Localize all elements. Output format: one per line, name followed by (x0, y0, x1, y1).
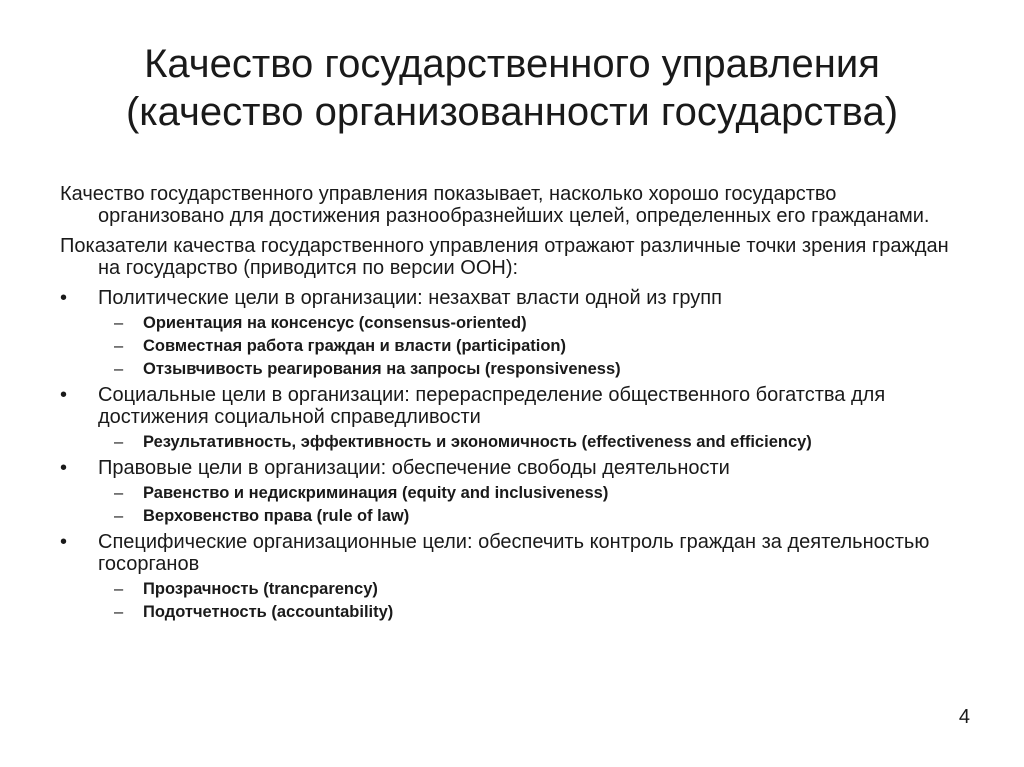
bullet-marker: • (60, 531, 68, 553)
sub-item (60, 335, 960, 358)
bullet-item (60, 531, 960, 575)
slide-title (40, 40, 984, 136)
bullet-group-political (60, 287, 960, 381)
sub-text: Результативность, эффективность и экономичность (effectiveness and efficiency) (143, 433, 812, 451)
sub-text: Равенство и недискриминация (equity and inclusiveness) (143, 484, 609, 502)
sub-marker: – (114, 603, 124, 621)
sub-marker: – (114, 337, 124, 355)
bullet-group-social (60, 384, 960, 454)
indicators-paragraph: Показатели качества государственного управления отражают различные точки зрения граждан на государство (приводится по версии ООН): (60, 235, 949, 279)
sub-marker: – (114, 507, 124, 525)
sub-text: Подотчетность (accountability) (143, 603, 394, 621)
sub-marker: – (114, 580, 124, 598)
bullet-item (60, 287, 960, 309)
bullet-text: Политические цели в организации: незахват власти одной из групп (98, 287, 722, 309)
sub-item (60, 578, 960, 601)
sub-item (60, 358, 960, 381)
bullet-text: Специфические организационные цели: обеспечить контроль граждан за деятельностью госорганов (98, 531, 930, 575)
bullet-marker: • (60, 457, 68, 479)
slide-title-line-1: Качество государственного управления (144, 42, 880, 86)
bullet-group-legal (60, 457, 960, 528)
sub-text: Совместная работа граждан и власти (participation) (143, 337, 566, 355)
sub-item (60, 312, 960, 335)
bullet-text: Социальные цели в организации: перераспределение общественного богатства для достижения социальной справедливости (98, 384, 886, 428)
bullet-item (60, 457, 960, 479)
sub-text: Прозрачность (trancparency) (143, 580, 378, 598)
bullet-group-organizational (60, 531, 960, 624)
sub-text: Ориентация на консенсус (consensus-oriented) (143, 314, 527, 332)
sub-marker: – (114, 433, 124, 451)
sub-marker: – (114, 314, 124, 332)
bullet-item (60, 384, 960, 428)
sub-item (60, 482, 960, 505)
slide-body (60, 183, 960, 627)
slide-title-line-2: (качество организованности государства) (125, 90, 899, 134)
bullet-marker: • (60, 384, 68, 406)
bullet-marker: • (60, 287, 68, 309)
intro-paragraph: Качество государственного управления показывает, насколько хорошо государство организовано для достижения разнообразнейших целей, определенных его гражданами. (60, 183, 930, 227)
sub-text: Отзывчивость реагирования на запросы (responsiveness) (143, 360, 621, 378)
sub-item (60, 431, 960, 454)
page-number: 4 (958, 706, 970, 728)
sub-text: Верховенство права (rule of law) (143, 507, 410, 525)
bullet-text: Правовые цели в организации: обеспечение свободы деятельности (98, 457, 730, 479)
sub-item (60, 601, 960, 624)
sub-marker: – (114, 484, 124, 502)
sub-marker: – (114, 360, 124, 378)
sub-item (60, 505, 960, 528)
